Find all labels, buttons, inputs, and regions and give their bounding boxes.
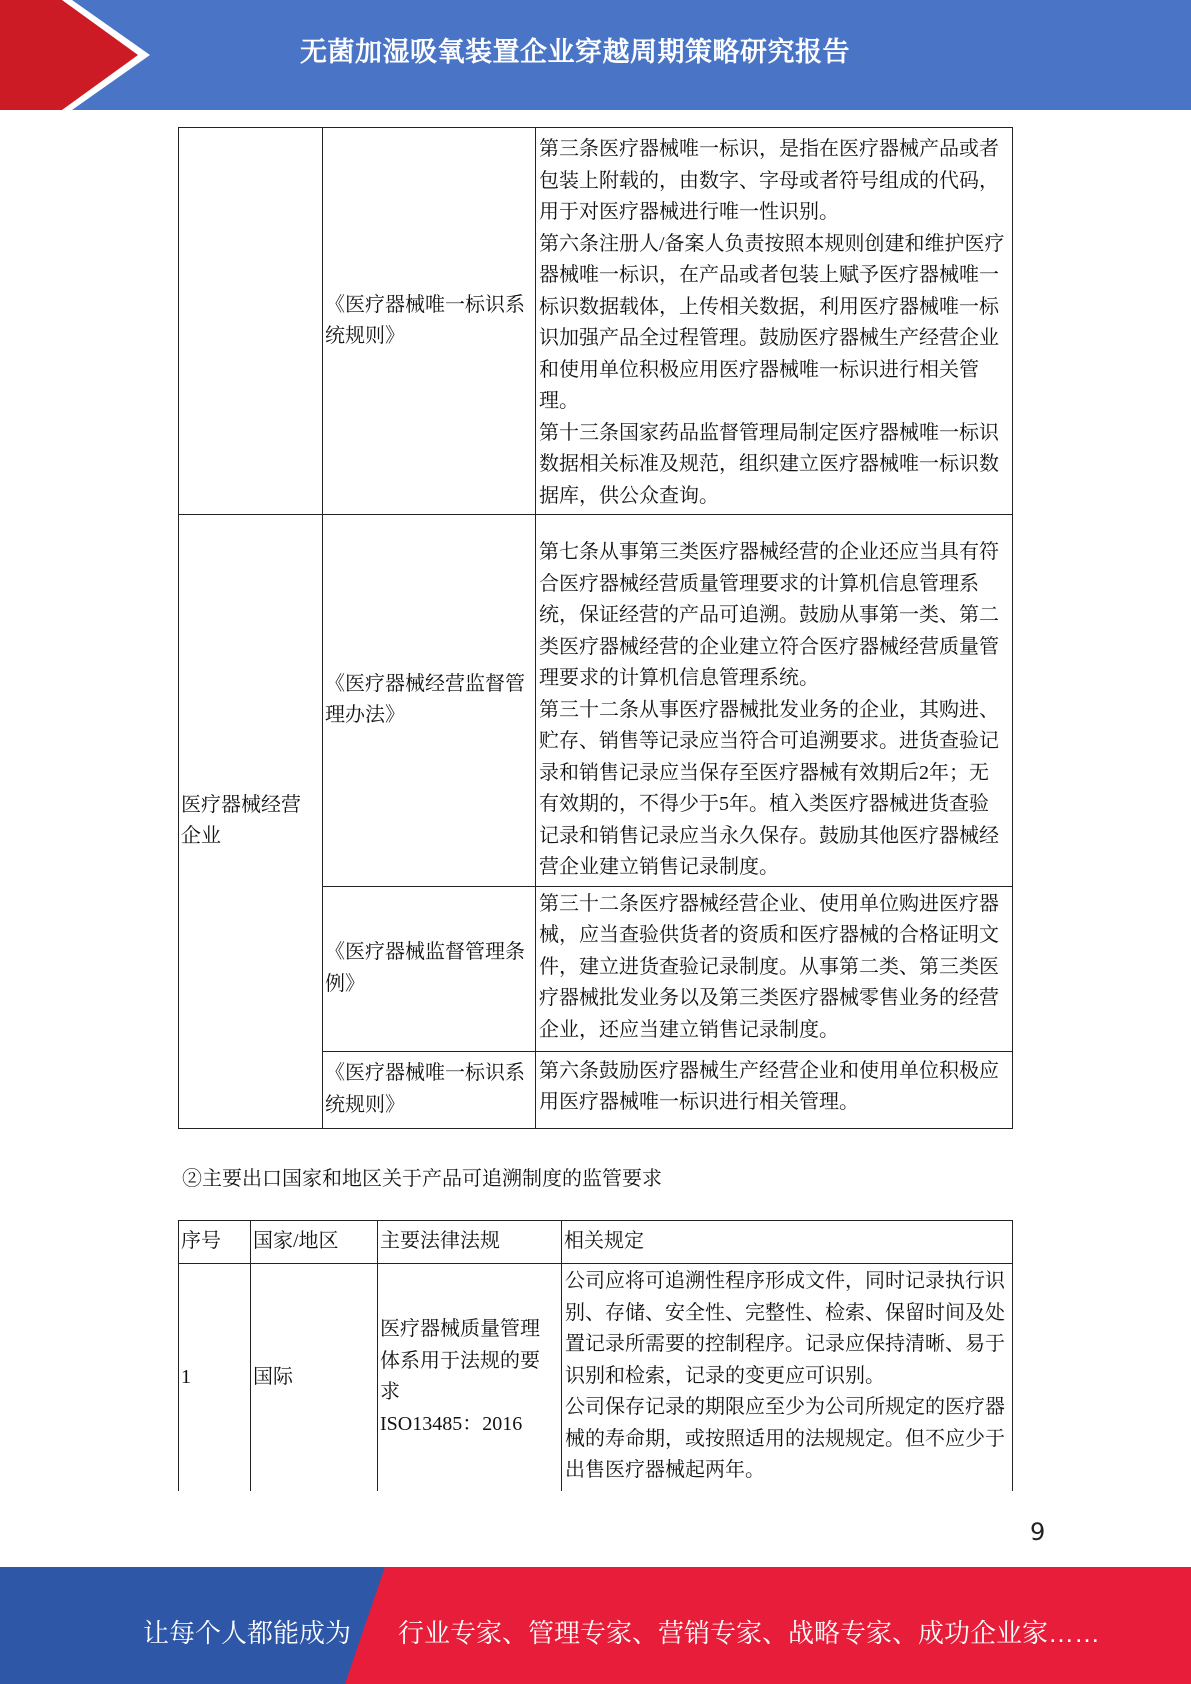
provisions-cell: 第七条从事第三类医疗器械经营的企业还应当具有符合医疗器械经营质量管理要求的计算机信息管理系统，保证经营的产品可追溯。鼓励从事第一类、第二类医疗器械经营的企业建立符合医疗器械经营质量管理要求的计算机信息管理系统。 第三十二条从事医疗器械批发业务的企业，其购进、贮存、销售等记录应当符合可追溯要求。进货查验记录和销售记录应当保存至医疗器械有效期后2年；无有效期的，不得少于5年。植入类医疗器械进货查验记录和销售记录应当永久保存。鼓励其他医疗器械经营企业建立销售记录制度。 bbox=[536, 515, 1013, 887]
section-subheading: ②主要出口国家和地区关于产品可追溯制度的监管要求 bbox=[182, 1168, 662, 1190]
law-cell: 《医疗器械唯一标识系统规则》 bbox=[323, 128, 536, 515]
footer-slogan-left: 让每个人都能成为 bbox=[143, 1618, 352, 1648]
page-header bbox=[0, 0, 1191, 110]
law-cell: 《医疗器械监督管理条例》 bbox=[323, 886, 536, 1051]
footer-slogan-right: 行业专家、管理专家、营销专家、战略专家、成功企业家…… bbox=[398, 1618, 1101, 1648]
column-header: 主要法律法规 bbox=[378, 1221, 562, 1264]
table-row bbox=[179, 515, 1013, 887]
domestic-regulation-table bbox=[178, 127, 1013, 1129]
table-header-row bbox=[179, 1221, 1013, 1264]
entity-cell bbox=[179, 128, 323, 515]
region-cell: 国际 bbox=[251, 1264, 378, 1491]
page-footer bbox=[0, 1567, 1191, 1684]
provisions-cell: 第三十二条医疗器械经营企业、使用单位购进医疗器械，应当查验供货者的资质和医疗器械的合格证明文件，建立进货查验记录制度。从事第二类、第三类医疗器械批发业务以及第三类医疗器械零售业务的经营企业，还应当建立销售记录制度。 bbox=[536, 886, 1013, 1051]
table-row bbox=[179, 1264, 1013, 1491]
provisions-cell: 第三条医疗器械唯一标识，是指在医疗器械产品或者包装上附载的，由数字、字母或者符号组成的代码，用于对医疗器械进行唯一性识别。 第六条注册人/备案人负责按照本规则创建和维护医疗器械唯一标识，在产品或者包装上赋予医疗器械唯一标识数据载体，上传相关数据，利用医疗器械唯一标识加强产品全过程管理。鼓励医疗器械生产经营企业和使用单位积极应用医疗器械唯一标识进行相关管理。 第十三条国家药品监督管理局制定医疗器械唯一标识数据相关标准及规范，组织建立医疗器械唯一标识数据库，供公众查询。 bbox=[536, 128, 1013, 515]
report-title: 无菌加湿吸氧装置企业穿越周期策略研究报告 bbox=[300, 37, 850, 68]
column-header: 序号 bbox=[179, 1221, 251, 1264]
provisions-cell: 第六条鼓励医疗器械生产经营企业和使用单位积极应用医疗器械唯一标识进行相关管理。 bbox=[536, 1051, 1013, 1128]
column-header: 相关规定 bbox=[562, 1221, 1013, 1264]
law-cell: 医疗器械质量管理体系用于法规的要求 ISO13485：2016 bbox=[378, 1264, 562, 1491]
table-row bbox=[179, 128, 1013, 515]
law-cell: 《医疗器械唯一标识系统规则》 bbox=[323, 1051, 536, 1128]
export-regulation-table bbox=[178, 1220, 1013, 1491]
provisions-cell: 公司应将可追溯性程序形成文件，同时记录执行识别、存储、安全性、完整性、检索、保留时间及处置记录所需要的控制程序。记录应保持清晰、易于识别和检索，记录的变更应可识别。 公司保存记录的期限应至少为公司所规定的医疗器械的寿命期，或按照适用的法规规定。但不应少于出售医疗器械起两年。 bbox=[562, 1264, 1013, 1491]
page-number: 9 bbox=[1030, 1518, 1046, 1546]
column-header: 国家/地区 bbox=[251, 1221, 378, 1264]
law-cell: 《医疗器械经营监督管理办法》 bbox=[323, 515, 536, 887]
entity-cell: 医疗器械经营企业 bbox=[179, 515, 323, 1129]
number-cell: 1 bbox=[179, 1264, 251, 1491]
